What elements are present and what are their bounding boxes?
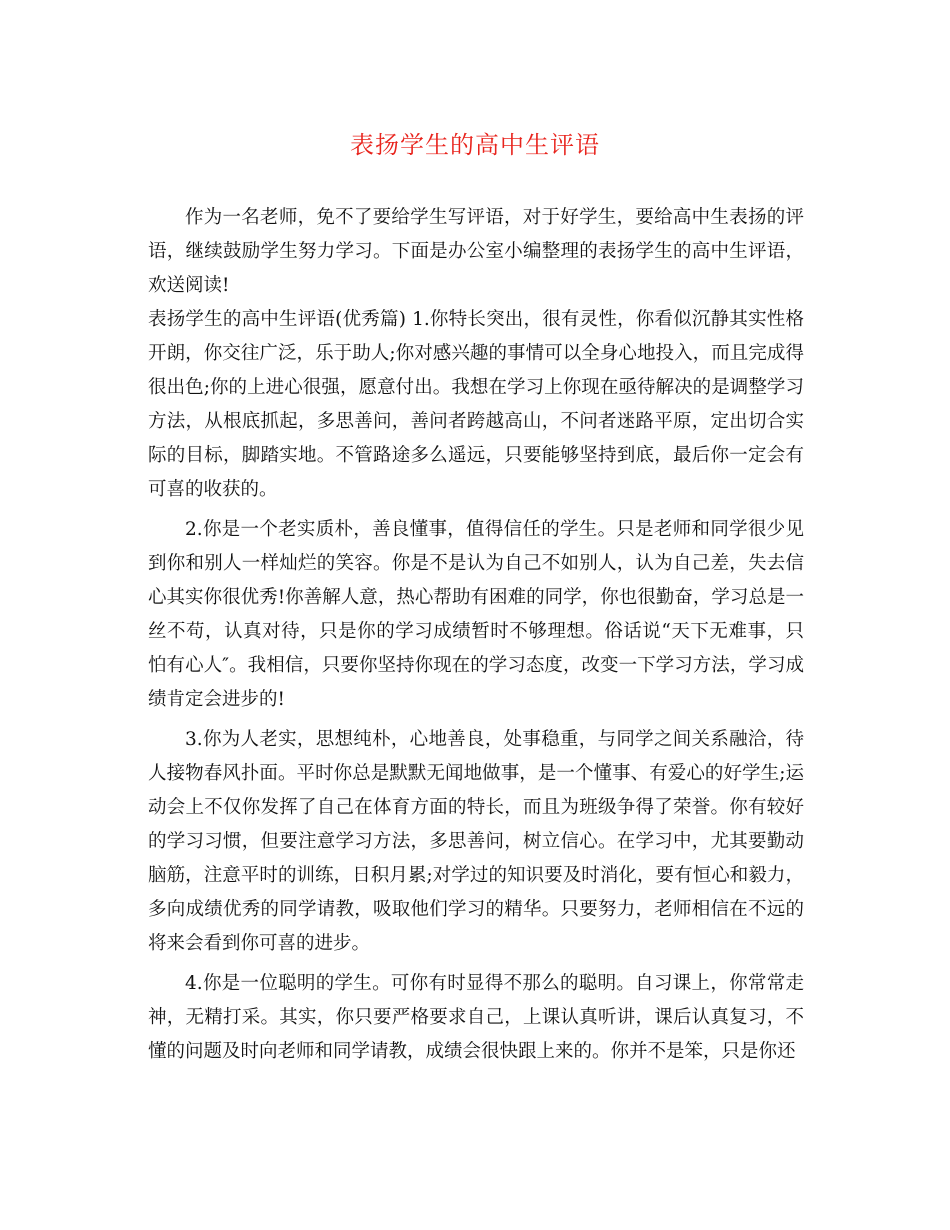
section-heading: 表扬学生的高中生评语(优秀篇) bbox=[148, 309, 406, 330]
comment-paragraph-3: 3.你为人老实，思想纯朴，心地善良，处事稳重，与同学之间关系融洽，待人接物春风扑面。平时你总是默默无闻地做事，是一个懂事、有爱心的好学生;运动会上不仅你发挥了自己在体育方面的特长，而且为班级争得了荣誉。你有较好的学习习惯，但要注意学习方法，多思善问，树立信心。在学习中，尤其要勤动脑筋，注意平时的训练，日积月累;对学过的知识要及时消化，要有恒心和毅力，多向成绩优秀的同学请教，吸取他们学习的精华。只要努力，老师相信在不远的将来会看到你可喜的进步。 bbox=[148, 729, 804, 954]
document-title: 表扬学生的高中生评语 bbox=[350, 131, 600, 159]
document-body bbox=[148, 201, 804, 1069]
comment-paragraph-2: 2.你是一个老实质朴，善良懂事，值得信任的学生。只是老师和同学很少见到你和别人一样灿烂的笑容。你是不是认为自己不如别人，认为自己差，失去信心其实你很优秀!你善解人意，热心帮助有困难的同学，你也很勤奋，学习总是一丝不苟，认真对待，只是你的学习成绩暂时不够理想。俗话说“天下无难事，只怕有心人″。我相信，只要你坚持你现在的学习态度，改变一下学习方法，学习成绩肯定会进步的! bbox=[148, 519, 804, 710]
intro-paragraph: 作为一名老师，免不了要给学生写评语，对于好学生，要给高中生表扬的评语，继续鼓励学生努力学习。下面是办公室小编整理的表扬学生的高中生评语，欢送阅读! bbox=[148, 207, 804, 296]
section-paragraph-1 bbox=[148, 303, 804, 507]
comment-paragraph-1: 1.你特长突出，很有灵性，你看似沉静其实性格开朗，你交往广泛，乐于助人;你对感兴趣的事情可以全身心地投入，而且完成得很出色;你的上进心很强，愿意付出。我想在学习上你现在亟待解决的是调整学习方法，从根底抓起，多思善问，善问者跨越高山，不问者迷路平原，定出切合实际的目标，脚踏实地。不管路途多么遥远，只要能够坚持到底，最后你一定会有可喜的收获的。 bbox=[148, 309, 805, 500]
comment-paragraph-4: 4.你是一位聪明的学生。可你有时显得不那么的聪明。自习课上，你常常走神，无精打采。其实，你只要严格要求自己，上课认真听讲，课后认真复习，不懂的问题及时向老师和同学请教，成绩会很快跟上来的。你并不是笨，只是你还 bbox=[148, 973, 804, 1062]
